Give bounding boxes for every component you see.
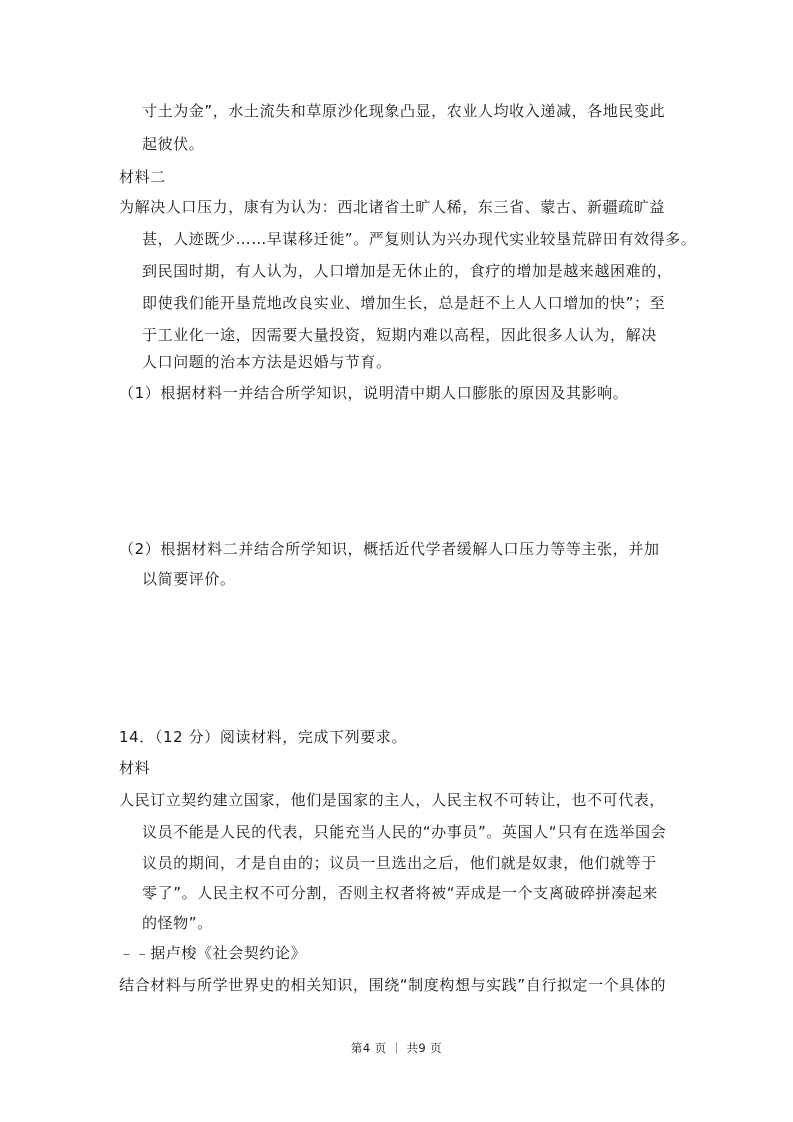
text-line: 于工业化一途，因需要大量投资，短期内难以高程，因此很多人认为，解决 [142,326,657,344]
text-line: 零了”。人民主权不可分割，否则主权者将被“弄成是一个支离破碎拼凑起来 [142,884,658,902]
text-line: 议员不能是人民的代表，只能充当人民的“办事员”。英国人“只有在选举国会 [142,823,667,841]
text-line: 即使我们能开垦荒地改良实业、增加生长，总是赶不上人人口增加的快”；至 [142,294,666,312]
text-line: 的怪物”。 [142,914,213,932]
material-heading: 材料二 [119,168,166,186]
question-2: （2）根据材料二并结合所学知识，概括近代学者缓解人口压力等等主张，并加 [119,540,660,558]
text-line: 为解决人口压力，康有为认为：西北诸省土旷人稀，东三省、蒙古、新疆疏旷益 [119,198,666,216]
text-line: 寸土为金”，水土流失和草原沙化现象凸显，农业人均收入递减，各地民变此 [142,102,666,120]
question-1: （1）根据材料一并结合所学知识，说明清中期人口膨胀的原因及其影响。 [119,384,629,402]
text-line: 议员的期间，才是自由的；议员一旦选出之后，他们就是奴隶，他们就等于 [142,854,657,872]
source-citation: ﹣﹣据卢梭《社会契约论》 [119,944,307,962]
question-14-title: 14．（12 分）阅读材料，完成下列要求。 [119,728,408,746]
text-line: 人口问题的治本方法是迟婚与节育。 [142,353,392,371]
text-line: 起彼伏。 [142,135,205,153]
text-line: 人民订立契约建立国家，他们是国家的主人，人民主权不可转让，也不可代表， [119,791,666,809]
text-line: 结合材料与所学世界史的相关知识，围绕“制度构想与实践”自行拟定一个具体的 [119,976,667,994]
page-footer: 第4 页 ｜ 共9 页 [350,1041,443,1055]
text-line: 到民国时期，有人认为，人口增加是无休止的，食疗的增加是越来越困难的， [142,262,673,280]
material-heading: 材料 [119,759,151,777]
text-line: 甚，人迹既少……早谋移迁徙”。严复则认为兴办现代实业较垦荒辟田有效得多。 [142,230,697,248]
question-2-cont: 以简要评价。 [142,570,236,588]
